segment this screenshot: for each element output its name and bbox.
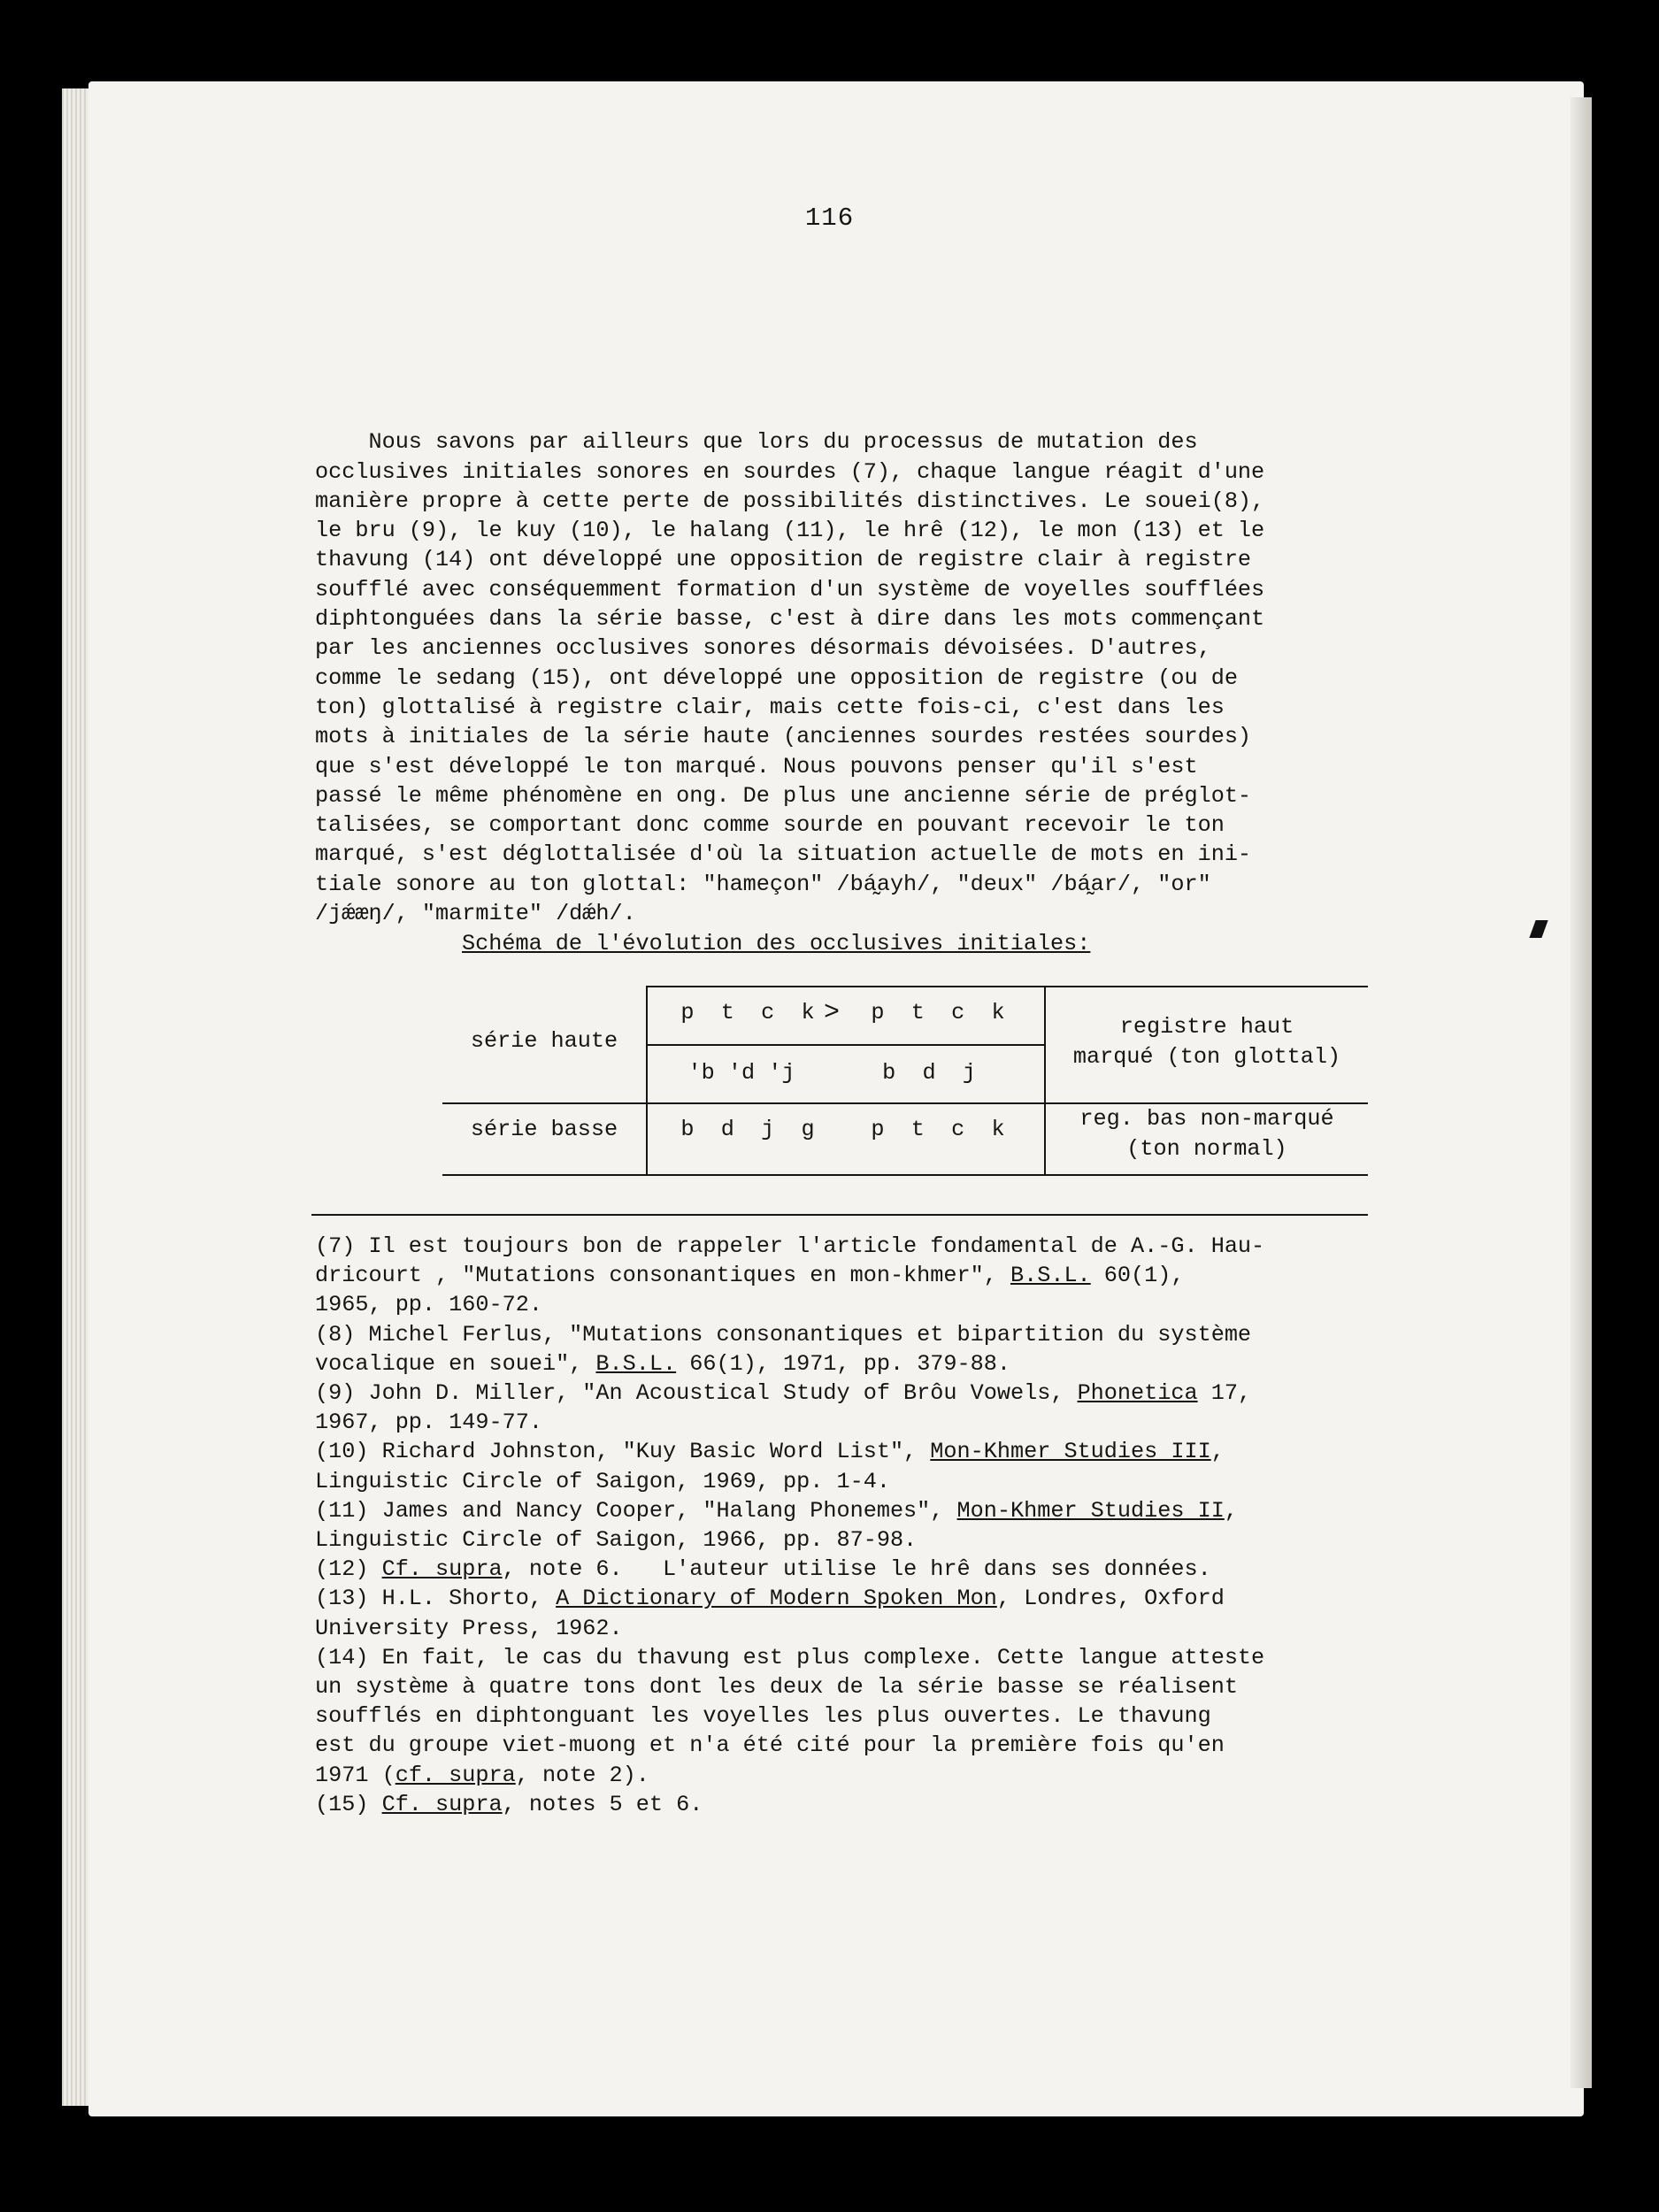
source-top: p t c k: [680, 1000, 815, 1025]
body-line: le bru (9), le kuy (10), le halang (11), le hrê (12), le mon (13) et le: [315, 518, 1265, 544]
register-high: registre haut: [1119, 1014, 1294, 1040]
body-line: occlusives initiales sonores en sourdes (7), chaque langue réagit d'une: [315, 458, 1265, 485]
footnote-15: (15) Cf. supra, notes 5 et 6.: [315, 1791, 703, 1817]
register-low-normal: (ton normal): [1126, 1136, 1287, 1162]
footnote-10: (10) Richard Johnston, "Kuy Basic Word List", Mon-Khmer Studies III,: [315, 1439, 1225, 1465]
footnote-13: (13) H.L. Shorto, A Dictionary of Modern Spoken Mon, Londres, Oxford: [315, 1586, 1225, 1612]
arrow-greater: >: [823, 998, 840, 1028]
footnote-14-cont: soufflés en diphtonguant les voyelles les plus ouvertes. Le thavung: [315, 1703, 1211, 1730]
body-line: thavung (14) ont développé une opposition de registre clair à registre: [315, 547, 1252, 573]
evolution-table: [442, 984, 1368, 1179]
footnote-11: (11) James and Nancy Cooper, "Halang Phonemes", Mon-Khmer Studies II,: [315, 1497, 1238, 1524]
body-line: comme le sedang (15), ont développé une opposition de registre (ou de: [315, 664, 1238, 691]
footnote-8-cont: vocalique en souei", B.S.L. 66(1), 1971, pp. 379-88.: [315, 1350, 1010, 1377]
footnote-9: (9) John D. Miller, "An Acoustical Study of Brôu Vowels, Phonetica 17,: [315, 1380, 1252, 1407]
result-bottom: b d j: [882, 1060, 976, 1086]
row-label-serie-basse: série basse: [470, 1117, 618, 1142]
row-label-serie-haute: série haute: [470, 1028, 618, 1054]
body-line: passé le même phénomène en ong. De plus une ancienne série de préglot-: [315, 782, 1252, 809]
footnotes: [315, 1232, 1368, 1819]
footnote-11-cont: Linguistic Circle of Saigon, 1966, pp. 87-98.: [315, 1527, 918, 1554]
source-low: b d j g: [680, 1117, 815, 1142]
body-line: diphtonguées dans la série basse, c'est à dire dans les mots commençant: [315, 606, 1265, 633]
footnote-14-cont: un système à quatre tons dont les deux de la série basse se réalisent: [315, 1674, 1238, 1701]
body-line: manière propre à cette perte de possibilités distinctives. Le souei(8),: [315, 488, 1265, 514]
register-high-marked: marqué (ton glottal): [1072, 1044, 1341, 1070]
footnote-9-cont: 1967, pp. 149-77.: [315, 1409, 542, 1436]
body-line: que s'est développé le ton marqué. Nous pouvons penser qu'il s'est: [315, 753, 1198, 780]
footnote-separator: [311, 1214, 1368, 1216]
footnote-14: (14) En fait, le cas du thavung est plus complexe. Cette langue atteste: [315, 1644, 1265, 1671]
table-rule-mid: [442, 1102, 1368, 1104]
footnote-7-cont: 1965, pp. 160-72.: [315, 1292, 542, 1318]
schema-caption: Schéma de l'évolution des occlusives initiales:: [462, 931, 1091, 956]
table-rule-top: [646, 986, 1368, 987]
body-line: marqué, s'est déglottalisée d'où la situation actuelle de mots en ini-: [315, 841, 1252, 868]
footnote-14-cont: est du groupe viet-muong et n'a été cité pour la première fois qu'en: [315, 1732, 1225, 1759]
source-bottom: 'b 'd 'j: [687, 1060, 795, 1086]
page-number: 116: [804, 204, 855, 233]
footnote-12: (12) Cf. supra, note 6. L'auteur utilise le hrê dans ses données.: [315, 1556, 1211, 1583]
register-low: reg. bas non-marqué: [1079, 1106, 1334, 1132]
result-low: p t c k: [871, 1117, 1005, 1142]
body-line: mots à initiales de la série haute (anciennes sourdes restées sourdes): [315, 724, 1252, 750]
body-line: tiale sonore au ton glottal: "hameçon" /bá̰ayh/, "deux" /bá̰ar/, "or": [315, 871, 1211, 897]
body-line: soufflé avec conséquemment formation d'un système de voyelles soufflées: [315, 576, 1265, 603]
footnote-7-cont: dricourt , "Mutations consonantiques en mon-khmer", B.S.L. 60(1),: [315, 1263, 1185, 1289]
page-right-edge: [1571, 97, 1592, 2088]
footnote-13-cont: University Press, 1962.: [315, 1615, 623, 1641]
body-line: ton) glottalisé à registre clair, mais cette fois-ci, c'est dans les: [315, 694, 1225, 720]
footnote-8: (8) Michel Ferlus, "Mutations consonantiques et bipartition du système: [315, 1321, 1252, 1348]
result-top: p t c k: [871, 1000, 1005, 1025]
body-line: talisées, se comportant donc comme sourde en pouvant recevoir le ton: [315, 812, 1225, 839]
footnote-10-cont: Linguistic Circle of Saigon, 1969, pp. 1-4.: [315, 1468, 890, 1494]
body-line: Nous savons par ailleurs que lors du processus de mutation des: [315, 429, 1198, 456]
body-line: par les anciennes occlusives sonores désormais dévoisées. D'autres,: [315, 635, 1211, 662]
body-paragraph: [315, 398, 1368, 958]
footnote-7: (7) Il est toujours bon de rappeler l'article fondamental de A.-G. Hau-: [315, 1233, 1265, 1259]
table-rule-inner: [646, 1044, 1044, 1046]
table-rule-v1: [646, 986, 648, 1176]
table-rule-bottom: [442, 1174, 1368, 1176]
body-line: /jǽæŋ/, "marmite" /dǽh/.: [315, 901, 636, 927]
footnote-14-cont: 1971 (cf. supra, note 2).: [315, 1762, 649, 1788]
